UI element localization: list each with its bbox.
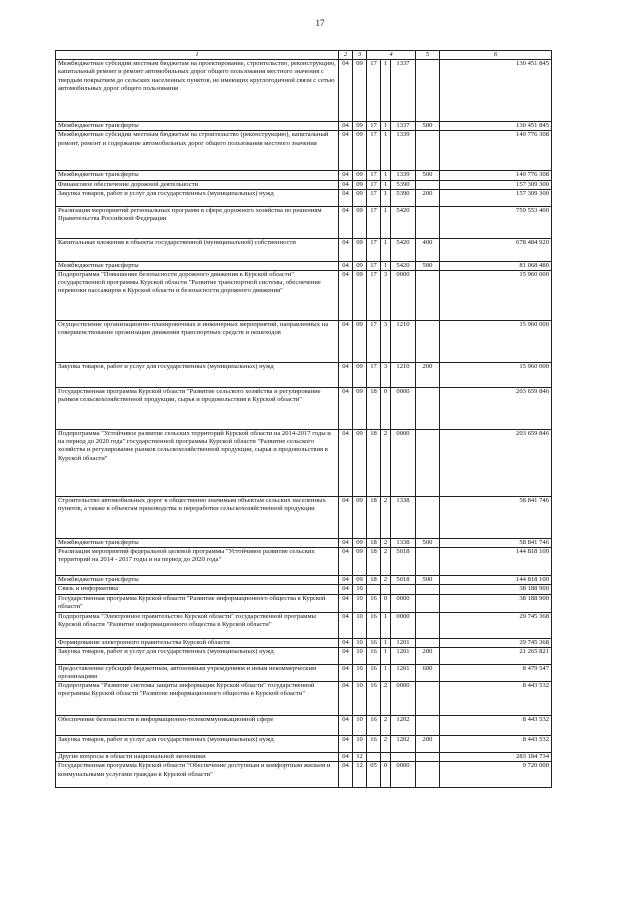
- table-row: [56, 271, 552, 321]
- row-section: 04: [339, 497, 353, 539]
- row-program: [367, 585, 381, 594]
- row-section: 04: [339, 430, 353, 497]
- row-subsection: 10: [353, 736, 367, 753]
- row-name: Строительство автомобильных дорог к общественно значимым объектам сельских населенных пунктов, а также к объектам производства и переработки сельскохозяйственной продукции: [56, 497, 339, 539]
- row-amount: 58 841 746: [440, 539, 552, 548]
- row-program: 18: [367, 430, 381, 497]
- table-row: [56, 238, 552, 261]
- row-program: 17: [367, 131, 381, 171]
- row-name: Подпрограмма "Устойчивое развитие сельских территорий Курской области на 2014-2017 годы и на период до 2020 года" государственной программы Курской области "Развитие сельского хозяйства и регулирование рынков сельскохозяйственной продукции, сырья и продовольствия в Курской области": [56, 430, 339, 497]
- row-amount: 29 745 368: [440, 612, 552, 638]
- row-section: 04: [339, 612, 353, 638]
- budget-table: [55, 50, 552, 788]
- row-subsection: 09: [353, 238, 367, 261]
- row-expense-type: [416, 612, 440, 638]
- row-amount: 157 309 300: [440, 189, 552, 206]
- row-amount: 130 451 845: [440, 60, 552, 122]
- row-program: 17: [367, 321, 381, 363]
- row-program: 18: [367, 388, 381, 430]
- table-row: [56, 430, 552, 497]
- row-section: 04: [339, 736, 353, 753]
- row-section: 04: [339, 576, 353, 585]
- row-expense-type: 200: [416, 736, 440, 753]
- row-direction: 0000: [391, 682, 416, 716]
- table-row: [56, 716, 552, 736]
- row-program: 16: [367, 638, 381, 647]
- page-number: 17: [315, 18, 325, 28]
- table-row: [56, 576, 552, 585]
- row-subsection: 09: [353, 576, 367, 585]
- table-row: [56, 363, 552, 388]
- row-expense-type: 200: [416, 647, 440, 664]
- row-direction: 5018: [391, 576, 416, 585]
- row-subsection: 09: [353, 430, 367, 497]
- row-subprogram: 0: [381, 762, 391, 788]
- row-subprogram: 1: [381, 131, 391, 171]
- row-subsection: 09: [353, 497, 367, 539]
- row-subsection: 10: [353, 585, 367, 594]
- table-row: [56, 131, 552, 171]
- row-name: Межбюджетные трансферты: [56, 171, 339, 180]
- row-section: 04: [339, 238, 353, 261]
- table-row: [56, 388, 552, 430]
- row-name: Подпрограмма "Развитие системы защиты информации Курской области" государственной программы Курской области "Развитие информационного общества в Курской области": [56, 682, 339, 716]
- row-direction: 5420: [391, 238, 416, 261]
- row-subprogram: 1: [381, 238, 391, 261]
- header-col-1: 1: [56, 51, 339, 60]
- row-amount: 15 960 000: [440, 321, 552, 363]
- table-row: [56, 60, 552, 122]
- row-direction: 1201: [391, 647, 416, 664]
- row-amount: 8 443 532: [440, 682, 552, 716]
- row-section: 04: [339, 171, 353, 180]
- table-row: [56, 321, 552, 363]
- row-program: 18: [367, 548, 381, 576]
- row-section: 04: [339, 122, 353, 131]
- row-amount: 157 309 300: [440, 180, 552, 189]
- row-program: 17: [367, 206, 381, 238]
- row-subsection: 09: [353, 548, 367, 576]
- row-expense-type: 500: [416, 261, 440, 270]
- row-subsection: 10: [353, 638, 367, 647]
- row-direction: 1201: [391, 664, 416, 681]
- row-program: 16: [367, 664, 381, 681]
- row-subprogram: 1: [381, 189, 391, 206]
- row-expense-type: [416, 430, 440, 497]
- row-expense-type: [416, 388, 440, 430]
- row-section: 04: [339, 682, 353, 716]
- row-subsection: 09: [353, 180, 367, 189]
- row-section: 04: [339, 548, 353, 576]
- row-amount: 678 484 920: [440, 238, 552, 261]
- row-subsection: 09: [353, 189, 367, 206]
- row-name: Закупка товаров, работ и услуг для государственных (муниципальных) нужд: [56, 647, 339, 664]
- row-direction: 5420: [391, 261, 416, 270]
- row-program: 16: [367, 716, 381, 736]
- row-subsection: 09: [353, 363, 367, 388]
- row-section: 04: [339, 206, 353, 238]
- table-row: [56, 122, 552, 131]
- row-subsection: 09: [353, 321, 367, 363]
- row-program: 05: [367, 762, 381, 788]
- row-section: 04: [339, 388, 353, 430]
- row-name: Предоставление субсидий бюджетным, автономным учреждениям и иным некоммерческим организациям: [56, 664, 339, 681]
- table-row: [56, 206, 552, 238]
- row-direction: 0000: [391, 594, 416, 612]
- row-amount: 140 776 308: [440, 171, 552, 180]
- row-program: 17: [367, 238, 381, 261]
- row-amount: 81 068 480: [440, 261, 552, 270]
- row-section: 04: [339, 131, 353, 171]
- row-program: 17: [367, 60, 381, 122]
- row-amount: 58 841 746: [440, 497, 552, 539]
- row-direction: 1338: [391, 497, 416, 539]
- row-expense-type: 400: [416, 238, 440, 261]
- row-direction: 1202: [391, 736, 416, 753]
- row-subprogram: 3: [381, 271, 391, 321]
- row-program: 16: [367, 647, 381, 664]
- table-row: [56, 585, 552, 594]
- row-direction: 1201: [391, 638, 416, 647]
- row-direction: 0000: [391, 271, 416, 321]
- row-name: Закупка товаров, работ и услуг для государственных (муниципальных) нужд: [56, 736, 339, 753]
- row-subprogram: 2: [381, 548, 391, 576]
- row-direction: 5018: [391, 548, 416, 576]
- table-row: [56, 180, 552, 189]
- row-subsection: 10: [353, 682, 367, 716]
- row-subprogram: 2: [381, 716, 391, 736]
- row-subprogram: 2: [381, 736, 391, 753]
- row-subprogram: 1: [381, 60, 391, 122]
- row-subsection: 10: [353, 594, 367, 612]
- row-subsection: 10: [353, 664, 367, 681]
- row-expense-type: 500: [416, 122, 440, 131]
- row-direction: [391, 753, 416, 762]
- row-section: 04: [339, 594, 353, 612]
- row-program: 17: [367, 180, 381, 189]
- row-subprogram: 1: [381, 206, 391, 238]
- row-subsection: 09: [353, 388, 367, 430]
- row-expense-type: 200: [416, 363, 440, 388]
- row-expense-type: [416, 321, 440, 363]
- row-program: 17: [367, 189, 381, 206]
- row-expense-type: [416, 60, 440, 122]
- row-subsection: 09: [353, 206, 367, 238]
- row-subprogram: 3: [381, 363, 391, 388]
- row-name: Межбюджетные субсидии местным бюджетам на строительство (реконструкцию), капитальный ремонт, ремонт и содержание автомобильных дорог общего пользования местного значения: [56, 131, 339, 171]
- row-name: Реализация мероприятий региональных программ в сфере дорожного хозяйства по решениям Правительства Российской Федерации: [56, 206, 339, 238]
- row-section: 04: [339, 271, 353, 321]
- row-amount: 8 443 532: [440, 716, 552, 736]
- header-col-6: 6: [440, 51, 552, 60]
- row-expense-type: [416, 716, 440, 736]
- row-name: Закупка товаров, работ и услуг для государственных (муниципальных) нужд: [56, 189, 339, 206]
- row-section: 04: [339, 60, 353, 122]
- row-expense-type: 500: [416, 576, 440, 585]
- row-amount: 759 553 400: [440, 206, 552, 238]
- row-name: Подпрограмма "Повышение безопасности дорожного движения в Курской области" государственной программы Курской области "Развитие транспортной системы, обеспечение перевозки пассажиров в Курской области и безопасности дорожного движения": [56, 271, 339, 321]
- row-subprogram: 1: [381, 638, 391, 647]
- row-subprogram: 1: [381, 171, 391, 180]
- row-subsection: 09: [353, 122, 367, 131]
- row-subprogram: 2: [381, 576, 391, 585]
- row-direction: 1337: [391, 122, 416, 131]
- row-name: Финансовое обеспечение дорожной деятельности: [56, 180, 339, 189]
- row-section: 04: [339, 716, 353, 736]
- row-amount: 203 659 846: [440, 430, 552, 497]
- row-program: [367, 753, 381, 762]
- row-name: Государственная программа Курской области "Обеспечение доступным и комфортным жильем и коммунальными услугами граждан в Курской области": [56, 762, 339, 788]
- row-direction: 0000: [391, 612, 416, 638]
- table-row: [56, 189, 552, 206]
- row-program: 16: [367, 736, 381, 753]
- row-program: 17: [367, 261, 381, 270]
- row-section: 04: [339, 189, 353, 206]
- row-amount: 144 818 100: [440, 576, 552, 585]
- row-direction: 1210: [391, 363, 416, 388]
- row-program: 16: [367, 594, 381, 612]
- table-row: [56, 682, 552, 716]
- row-section: 04: [339, 363, 353, 388]
- row-expense-type: [416, 585, 440, 594]
- row-expense-type: [416, 682, 440, 716]
- row-name: Подпрограмма "Электронное правительство Курской области" государственной программы Курской области "Развитие информационного общества в Курской области": [56, 612, 339, 638]
- table-row: [56, 539, 552, 548]
- row-direction: 1338: [391, 539, 416, 548]
- row-expense-type: [416, 762, 440, 788]
- row-direction: 5420: [391, 206, 416, 238]
- header-col-4: 4: [367, 51, 416, 60]
- row-section: 04: [339, 753, 353, 762]
- row-subprogram: [381, 585, 391, 594]
- row-name: Закупка товаров, работ и услуг для государственных (муниципальных) нужд: [56, 363, 339, 388]
- row-name: Формирование электронного правительства Курской области: [56, 638, 339, 647]
- table-row: [56, 171, 552, 180]
- header-col-3: 3: [353, 51, 367, 60]
- row-expense-type: [416, 206, 440, 238]
- row-name: Другие вопросы в области национальной экономики: [56, 753, 339, 762]
- row-subsection: 09: [353, 60, 367, 122]
- row-name: Межбюджетные трансферты: [56, 539, 339, 548]
- row-subprogram: 2: [381, 497, 391, 539]
- row-amount: 38 188 900: [440, 594, 552, 612]
- row-subprogram: 1: [381, 647, 391, 664]
- row-subprogram: 1: [381, 664, 391, 681]
- row-amount: 15 960 000: [440, 363, 552, 388]
- row-program: 17: [367, 171, 381, 180]
- row-direction: 1339: [391, 171, 416, 180]
- row-program: 17: [367, 122, 381, 131]
- row-subprogram: 2: [381, 682, 391, 716]
- row-expense-type: [416, 638, 440, 647]
- row-subsection: 12: [353, 753, 367, 762]
- row-subprogram: 2: [381, 539, 391, 548]
- row-subprogram: 1: [381, 122, 391, 131]
- row-subprogram: [381, 753, 391, 762]
- row-name: Межбюджетные субсидии местным бюджетам на проектирование, строительство, реконструкцию, капитальный ремонт и ремонт автомобильных дорог общего пользования местного значения с твердым покрытием до сельских населенных пунктов, не имеющих круглогодичной связи с сетью автомобильных дорог общего пользования: [56, 60, 339, 122]
- row-direction: 5390: [391, 189, 416, 206]
- row-amount: 203 659 846: [440, 388, 552, 430]
- row-section: 04: [339, 664, 353, 681]
- header-col-5: 5: [416, 51, 440, 60]
- row-subprogram: 0: [381, 594, 391, 612]
- row-expense-type: [416, 271, 440, 321]
- row-subsection: 09: [353, 539, 367, 548]
- row-section: 04: [339, 638, 353, 647]
- row-section: 04: [339, 585, 353, 594]
- row-name: Обеспечение безопасности в информационно-телекоммуникационной сфере: [56, 716, 339, 736]
- table-body: [56, 60, 552, 788]
- row-program: 16: [367, 612, 381, 638]
- row-name: Межбюджетные трансферты: [56, 122, 339, 131]
- row-program: 17: [367, 363, 381, 388]
- row-subprogram: 1: [381, 180, 391, 189]
- row-section: 04: [339, 539, 353, 548]
- row-direction: 1210: [391, 321, 416, 363]
- row-subprogram: 3: [381, 321, 391, 363]
- row-name: Связь и информатика: [56, 585, 339, 594]
- row-section: 04: [339, 321, 353, 363]
- row-amount: 8 443 532: [440, 736, 552, 753]
- table-row: [56, 261, 552, 270]
- row-subprogram: 0: [381, 388, 391, 430]
- row-section: 04: [339, 261, 353, 270]
- row-program: 18: [367, 497, 381, 539]
- row-subprogram: 1: [381, 612, 391, 638]
- row-subsection: 09: [353, 261, 367, 270]
- row-name: Межбюджетные трансферты: [56, 576, 339, 585]
- row-expense-type: [416, 131, 440, 171]
- row-expense-type: 500: [416, 171, 440, 180]
- row-section: 04: [339, 647, 353, 664]
- table-row: [56, 638, 552, 647]
- row-subsection: 10: [353, 716, 367, 736]
- table-row: [56, 736, 552, 753]
- table-row: [56, 664, 552, 681]
- row-name: Межбюджетные трансферты: [56, 261, 339, 270]
- row-amount: 8 479 547: [440, 664, 552, 681]
- row-expense-type: [416, 548, 440, 576]
- row-name: Капитальные вложения в объекты государственной (муниципальной) собственности: [56, 238, 339, 261]
- row-subsection: 10: [353, 612, 367, 638]
- row-name: Реализация мероприятий федеральной целевой программы "Устойчивое развитие сельских территорий на 2014 - 2017 годы и на период до 2020 года": [56, 548, 339, 576]
- row-direction: 0000: [391, 430, 416, 497]
- row-section: 04: [339, 180, 353, 189]
- row-program: 18: [367, 576, 381, 585]
- row-amount: 140 776 308: [440, 131, 552, 171]
- row-amount: 21 265 821: [440, 647, 552, 664]
- row-subprogram: 1: [381, 261, 391, 270]
- row-subsection: 09: [353, 131, 367, 171]
- row-expense-type: [416, 594, 440, 612]
- row-expense-type: [416, 497, 440, 539]
- row-amount: 283 184 734: [440, 753, 552, 762]
- row-expense-type: [416, 753, 440, 762]
- row-direction: 5390: [391, 180, 416, 189]
- row-amount: 144 818 100: [440, 548, 552, 576]
- table-row: [56, 762, 552, 788]
- row-amount: 9 720 000: [440, 762, 552, 788]
- table-row: [56, 612, 552, 638]
- table-header-row: [56, 51, 552, 60]
- row-name: Государственная программа Курской области "Развитие сельского хозяйства и регулирование рынков сельскохозяйственной продукции, сырья и продовольствия в Курской области": [56, 388, 339, 430]
- row-expense-type: 200: [416, 189, 440, 206]
- row-direction: 1202: [391, 716, 416, 736]
- row-direction: 0000: [391, 388, 416, 430]
- row-subsection: 10: [353, 647, 367, 664]
- row-subsection: 09: [353, 171, 367, 180]
- table-row: [56, 753, 552, 762]
- row-subsection: 09: [353, 271, 367, 321]
- row-expense-type: 500: [416, 539, 440, 548]
- row-section: 04: [339, 762, 353, 788]
- row-name: Осуществление организационно-планировочных и инженерных мероприятий, направленных на совершенствование организации движения транспортных средств и пешеходов: [56, 321, 339, 363]
- row-name: Государственная программа Курской области "Развитие информационного общества в Курской области": [56, 594, 339, 612]
- row-program: 18: [367, 539, 381, 548]
- row-amount: 130 451 845: [440, 122, 552, 131]
- table-row: [56, 647, 552, 664]
- row-amount: 29 745 368: [440, 638, 552, 647]
- row-program: 17: [367, 271, 381, 321]
- row-direction: 1337: [391, 60, 416, 122]
- row-direction: 1339: [391, 131, 416, 171]
- row-subprogram: 2: [381, 430, 391, 497]
- header-col-2: 2: [339, 51, 353, 60]
- table-row: [56, 594, 552, 612]
- row-direction: [391, 585, 416, 594]
- row-amount: 15 960 000: [440, 271, 552, 321]
- row-direction: 0000: [391, 762, 416, 788]
- row-expense-type: [416, 180, 440, 189]
- row-program: 16: [367, 682, 381, 716]
- row-expense-type: 600: [416, 664, 440, 681]
- row-subsection: 12: [353, 762, 367, 788]
- table-row: [56, 497, 552, 539]
- row-amount: 38 188 900: [440, 585, 552, 594]
- table-row: [56, 548, 552, 576]
